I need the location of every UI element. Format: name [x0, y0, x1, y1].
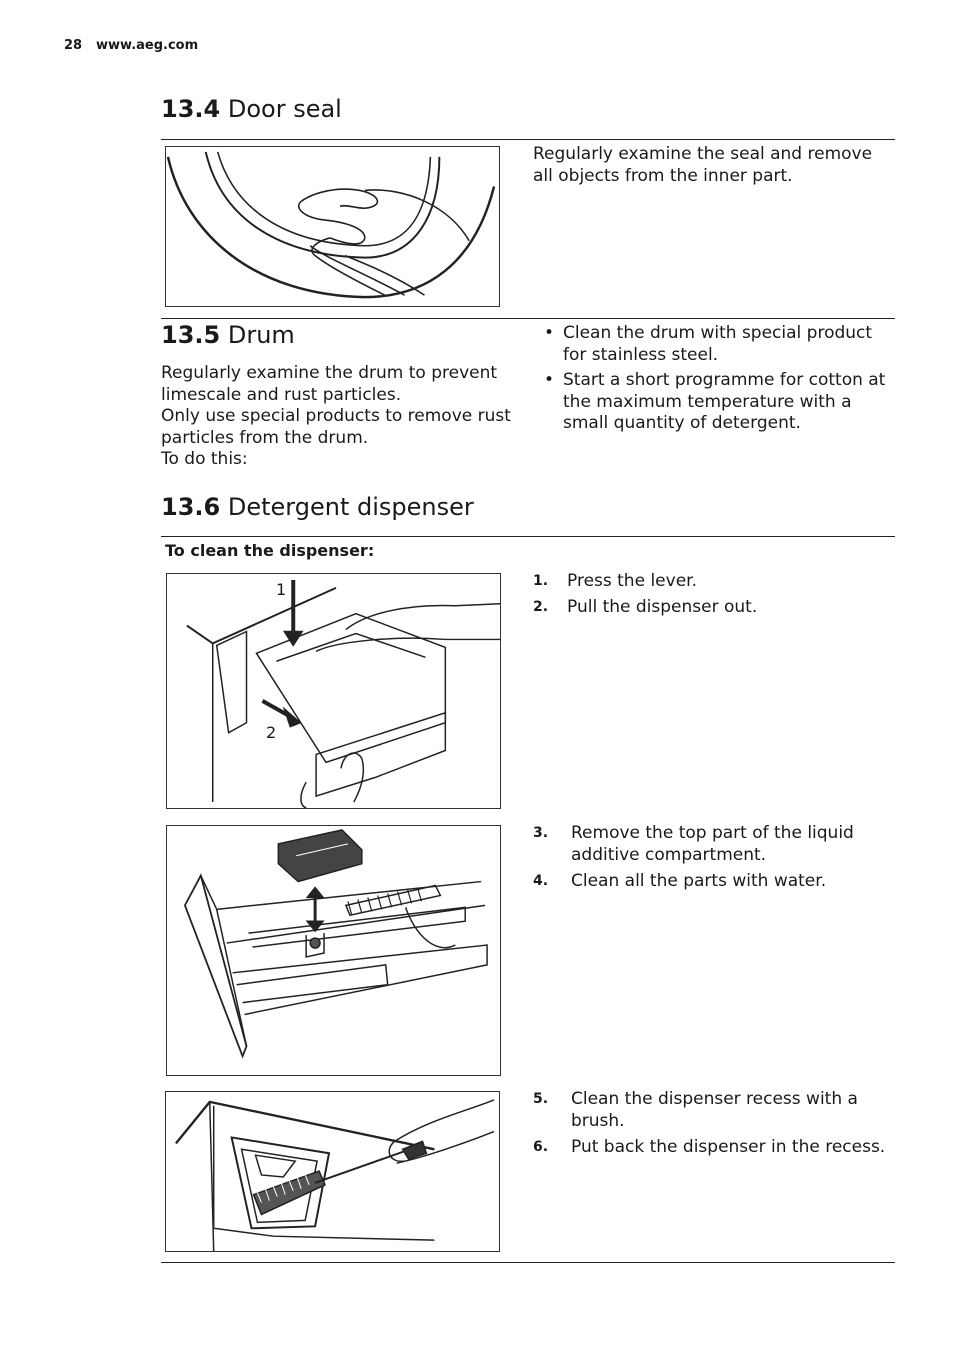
- remove-compartment-illustration: [166, 825, 501, 1076]
- step-number: 6.: [533, 1139, 549, 1155]
- section-rule: [161, 318, 895, 319]
- section-13-6-heading: [161, 493, 474, 521]
- section-13-5-title: Drum: [227, 321, 295, 349]
- section-13-4-heading: [161, 95, 342, 123]
- bullet-item: [544, 370, 894, 436]
- section-rule: [161, 1262, 895, 1263]
- door-seal-illustration: [165, 146, 500, 307]
- step-number: 5.: [533, 1091, 549, 1107]
- bullet-text: Clean the drum with special product for stainless steel.: [563, 323, 873, 365]
- step-item: [533, 1137, 886, 1159]
- header-url: www.aeg.com: [96, 38, 199, 53]
- step-item: [533, 871, 883, 893]
- section-rule: [161, 536, 895, 537]
- section-13-4-text: Regularly examine the seal and remove all objects from the inner part.: [533, 144, 873, 186]
- step-text: Clean all the parts with water.: [571, 871, 827, 891]
- bullet-marker: •: [544, 370, 555, 390]
- callout-1: 1: [276, 580, 287, 599]
- brush-recess-illustration: [165, 1091, 500, 1252]
- bullet-marker: •: [544, 323, 555, 343]
- step-number: 3.: [533, 825, 549, 841]
- section-13-6-title: Detergent dispenser: [227, 493, 474, 521]
- step-item: [533, 1089, 883, 1133]
- step-text: Remove the top part of the liquid additive compartment.: [571, 823, 854, 865]
- section-13-6-number: 13.6: [161, 493, 221, 521]
- section-13-5-number: 13.5: [161, 321, 221, 349]
- section-13-5-heading: [161, 321, 295, 349]
- step-text: Press the lever.: [567, 571, 697, 591]
- step-number: 4.: [533, 873, 549, 889]
- press-lever-illustration: [166, 573, 501, 809]
- step-text: Pull the dispenser out.: [567, 597, 758, 617]
- section-rule: [161, 139, 895, 140]
- section-13-5-paragraph: Regularly examine the drum to prevent limescale and rust particles.: [161, 363, 498, 405]
- dispenser-subheading: To clean the dispenser:: [165, 541, 375, 560]
- section-13-5-paragraph: Only use special products to remove rust particles from the drum.: [161, 406, 511, 448]
- bullet-text: Start a short programme for cotton at the maximum temperature with a small quantity of detergent.: [563, 370, 886, 433]
- callout-2: 2: [266, 723, 277, 742]
- step-number: 1.: [533, 573, 549, 589]
- page-number: 28: [64, 38, 83, 53]
- step-number: 2.: [533, 599, 549, 615]
- bullet-item: [544, 323, 894, 367]
- step-item: [533, 823, 883, 867]
- section-13-4-title: Door seal: [227, 95, 342, 123]
- section-13-4-number: 13.4: [161, 95, 221, 123]
- step-text: Clean the dispenser recess with a brush.: [571, 1089, 858, 1131]
- section-13-5-paragraph: To do this:: [161, 449, 248, 469]
- step-item: [533, 597, 883, 619]
- step-text: Put back the dispenser in the recess.: [571, 1137, 886, 1157]
- step-item: [533, 571, 883, 593]
